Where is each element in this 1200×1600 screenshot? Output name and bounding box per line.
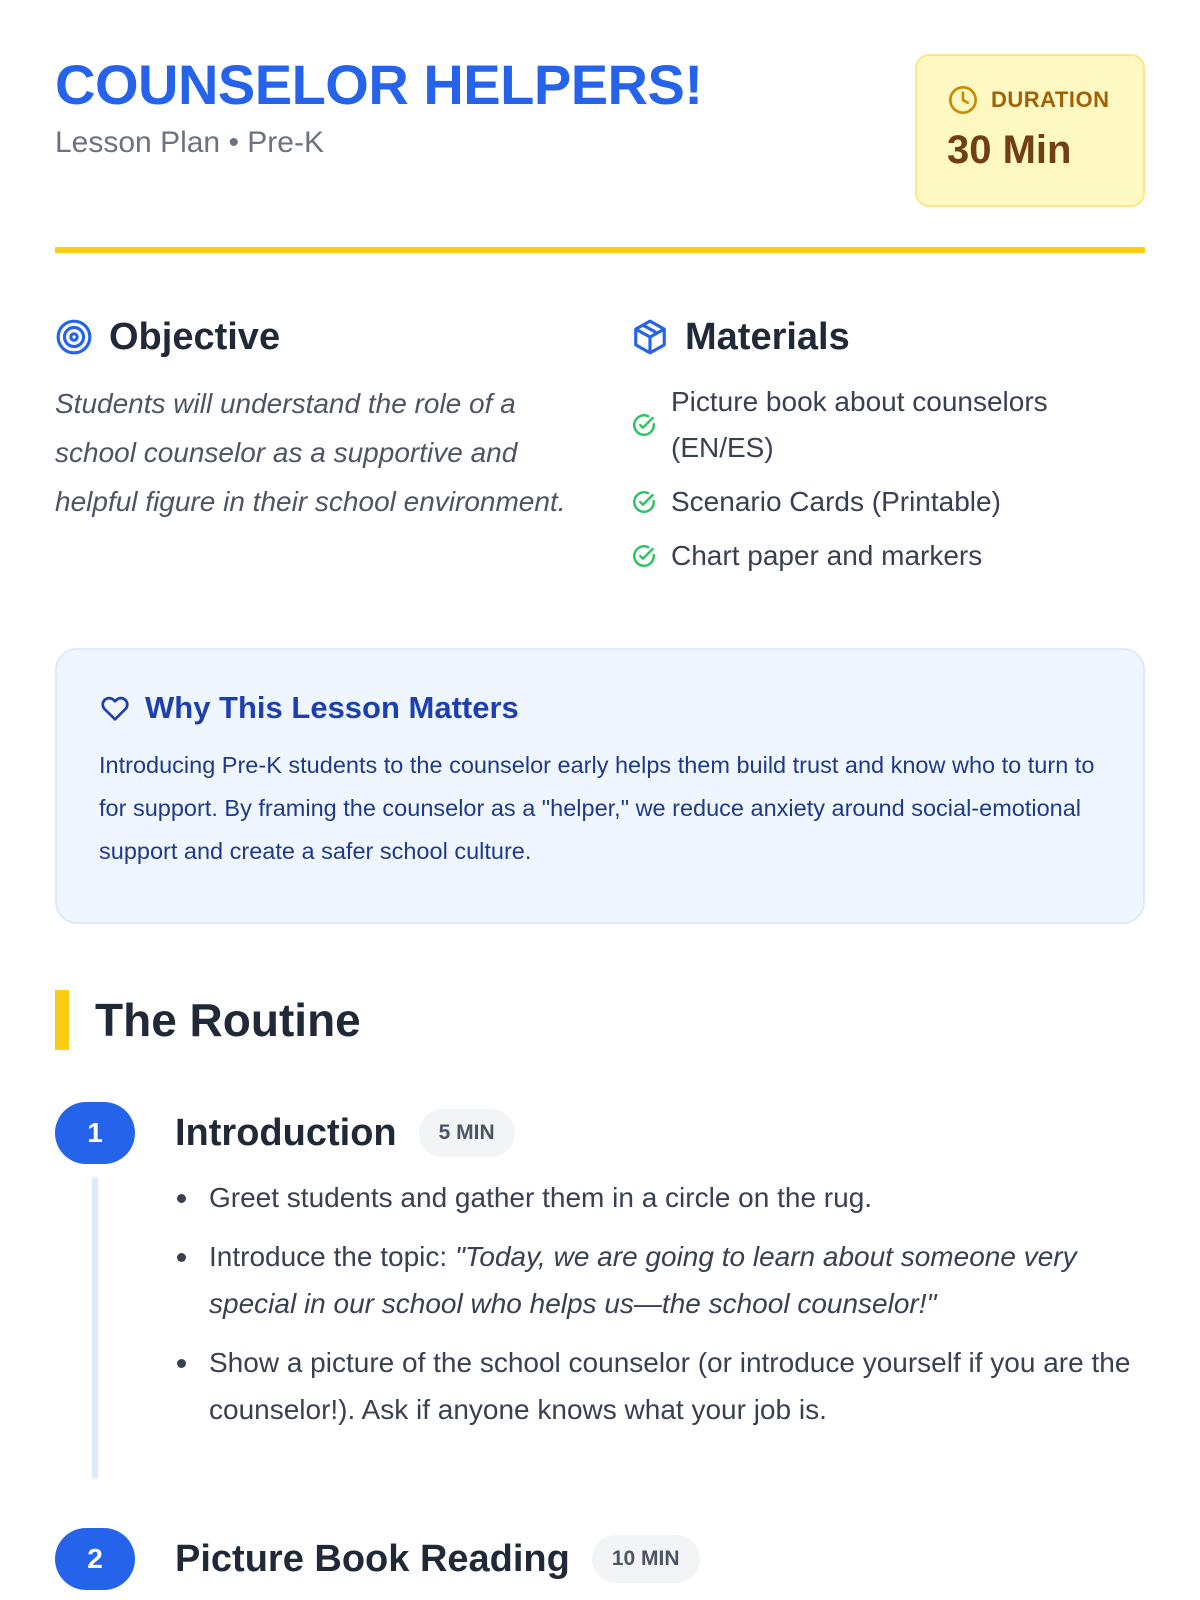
objective-section xyxy=(55,313,585,526)
why-heading: Why This Lesson Matters xyxy=(145,690,519,725)
step-title-row xyxy=(175,1102,1145,1164)
step-duration-badge: 5 MIN xyxy=(419,1109,515,1157)
check-circle-icon xyxy=(631,412,657,438)
why-header xyxy=(99,690,1103,726)
header xyxy=(55,0,1145,253)
list-item xyxy=(631,533,1151,579)
routine-header xyxy=(55,990,1145,1050)
step-number: 1 xyxy=(55,1102,135,1164)
objective-text: Students will understand the role of a school counselor as a supportive and helpful figure in their school environment. xyxy=(55,388,566,517)
box-icon xyxy=(631,318,669,356)
step-timeline-line xyxy=(92,1178,98,1478)
page-title: COUNSELOR HELPERS! xyxy=(55,53,703,116)
material-text: Chart paper and markers xyxy=(671,540,983,571)
material-text: Picture book about counselors (EN/ES) xyxy=(671,386,1048,463)
why-text: Introducing Pre-K students to the counselor early helps them build trust and know who to turn to for support. By framing the counselor as a "helper," we reduce anxiety around social-emotional support and create a safer school culture. xyxy=(99,752,1095,864)
step-duration-badge: 10 MIN xyxy=(592,1535,700,1583)
duration-label-row xyxy=(947,84,1143,116)
step-item-text: Greet students and gather them in a circle on the rug. xyxy=(209,1182,873,1213)
step-number: 2 xyxy=(55,1528,135,1590)
step-title: Introduction xyxy=(175,1111,397,1154)
objective-heading: Objective xyxy=(109,315,281,358)
target-icon xyxy=(55,318,93,356)
check-circle-icon xyxy=(631,543,657,569)
step-item-quote: "Today, we are going to learn about someone very special in our school who helps us—the school counselor!" xyxy=(209,1241,1077,1319)
list-item xyxy=(631,479,1151,525)
check-circle-icon xyxy=(631,489,657,515)
materials-heading: Materials xyxy=(685,315,850,358)
list-item xyxy=(631,379,1151,471)
step-item-text: Show a picture of the school counselor (or introduce yourself if you are the counselor!). Ask if anyone knows what your job is. xyxy=(209,1347,1131,1425)
duration-card xyxy=(915,54,1145,207)
list-item xyxy=(175,1174,1145,1221)
page-subtitle: Lesson Plan • Pre-K xyxy=(55,126,324,159)
heart-icon xyxy=(99,692,131,724)
routine-step xyxy=(55,1102,1145,1528)
routine-step xyxy=(55,1528,1145,1590)
routine-heading: The Routine xyxy=(95,994,361,1046)
step-item-prefix: Introduce the topic: xyxy=(209,1241,455,1272)
routine-accent-bar xyxy=(55,990,69,1050)
clock-icon xyxy=(947,84,979,116)
materials-header xyxy=(631,313,1151,361)
objective-header xyxy=(55,313,585,361)
list-item xyxy=(175,1339,1145,1433)
materials-section xyxy=(631,313,1151,587)
duration-label: DURATION xyxy=(991,87,1110,112)
materials-list xyxy=(631,379,1151,579)
step-list xyxy=(175,1174,1145,1433)
list-item xyxy=(175,1233,1145,1327)
step-title: Picture Book Reading xyxy=(175,1537,570,1580)
step-title-row xyxy=(175,1528,1145,1590)
material-text: Scenario Cards (Printable) xyxy=(671,486,1001,517)
why-lesson-matters-card xyxy=(55,648,1145,924)
objective-materials-section xyxy=(55,253,1145,648)
duration-value: 30 Min xyxy=(947,128,1072,172)
